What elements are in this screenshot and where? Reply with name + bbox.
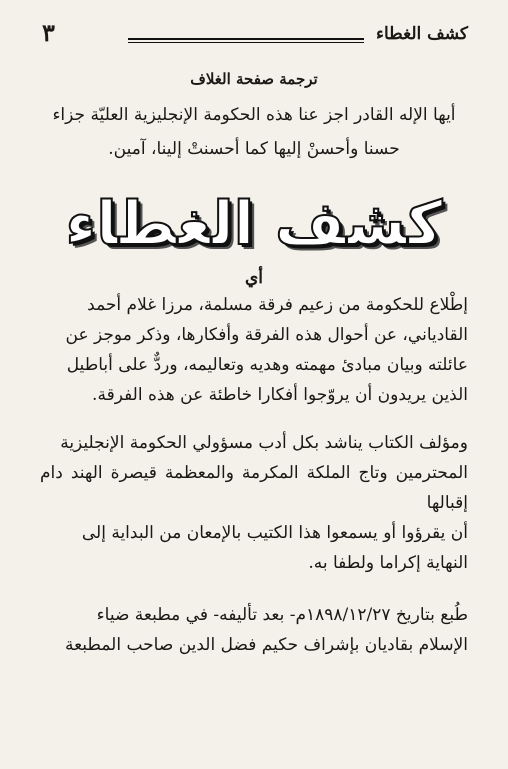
ay-word: أي: [244, 268, 264, 288]
description-line: القادياني، عن أحوال هذه الفرقة وأفكارها، وذكر موجز عن: [65, 325, 468, 345]
page-number: ٣: [42, 18, 55, 47]
cover-translation-heading: ترجمة صفحة الغلاف: [190, 70, 318, 88]
calligraphy-title-block: [40, 189, 468, 259]
header-rule: [128, 38, 364, 43]
appeal-line: أن يقرؤوا أو يسمعوا هذا الكتيب بالإمعان من البداية إلى: [81, 523, 468, 543]
description-line: الذين يريدون أن يروّجوا أفكارا خاطئة عن هذه الفرقة.: [92, 385, 468, 405]
print-info-line: الإسلام بقاديان بإشراف حكيم فضل الدين صاحب المطبعة: [64, 635, 468, 655]
description-paragraph: [40, 290, 468, 410]
print-info-line: طُبع بتاريخ ١٨٩٨/١٢/٢٧م- بعد تأليفه- في مطبعة ضياء: [96, 605, 468, 625]
calligraphy-title: كشف الغطاء: [65, 189, 443, 259]
prayer-line: أيها الإله القادر اجز عنا هذه الحكومة الإنجليزية العليّة جزاء: [52, 105, 456, 125]
appeal-line: المحترمين وتاج الملكة المكرمة والمعظمة قيصرة الهند دام إقبالها: [40, 463, 468, 513]
description-line: إطْلاع للحكومة من زعيم فرقة مسلمة، مرزا غلام أحمد: [87, 295, 468, 315]
print-info-paragraph: [40, 600, 468, 660]
description-line: عائلته وبيان مبادئ مهمته وهديه وتعاليمه، وردٌّ على أباطيل: [66, 355, 468, 375]
prayer-paragraph: [40, 98, 468, 166]
appeal-paragraph: [40, 428, 468, 578]
appeal-line: النهاية إكراما ولطفا به.: [308, 553, 468, 573]
page-header: [40, 14, 468, 54]
running-title: كشف الغطاء: [376, 24, 468, 44]
appeal-line: ومؤلف الكتاب يناشد بكل أدب مسؤولي الحكومة الإنجليزية: [60, 433, 468, 453]
prayer-line: حسنا وأحسنْ إليها كما أحسنتْ إلينا، آمين.: [108, 139, 400, 159]
